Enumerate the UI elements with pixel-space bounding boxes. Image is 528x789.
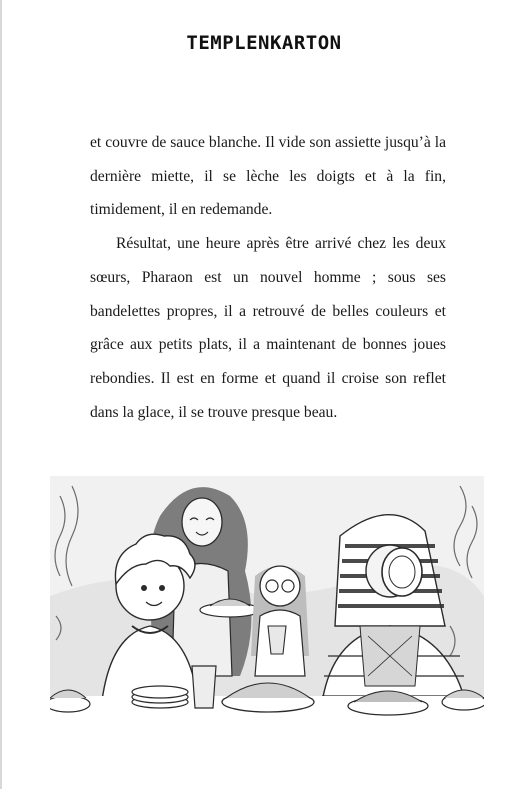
paragraph-1: et couvre de sauce blanche. Il vide son assiette jusqu’à la dernière miette, il se lèche les doigts et à la fin, timidement, il en redemande.	[90, 134, 446, 219]
page-edge	[0, 0, 2, 789]
dinner-illustration-art	[50, 476, 484, 722]
girl-figure	[251, 566, 309, 676]
body-text	[90, 126, 446, 429]
running-title: TEMPLENKARTON	[186, 32, 342, 54]
dinner-illustration	[50, 476, 484, 722]
paragraph-2: Résultat, une heure après être arrivé chez les deux sœurs, Pharaon est un nouvel homme ; sous ses bandelettes propres, il a retrouvé de belles couleurs et grâce aux petits plats, il a maintenant de bonnes joues rebondies. Il est en forme et quand il croise son reflet dans la glace, il se trouve presque beau.	[90, 235, 446, 421]
